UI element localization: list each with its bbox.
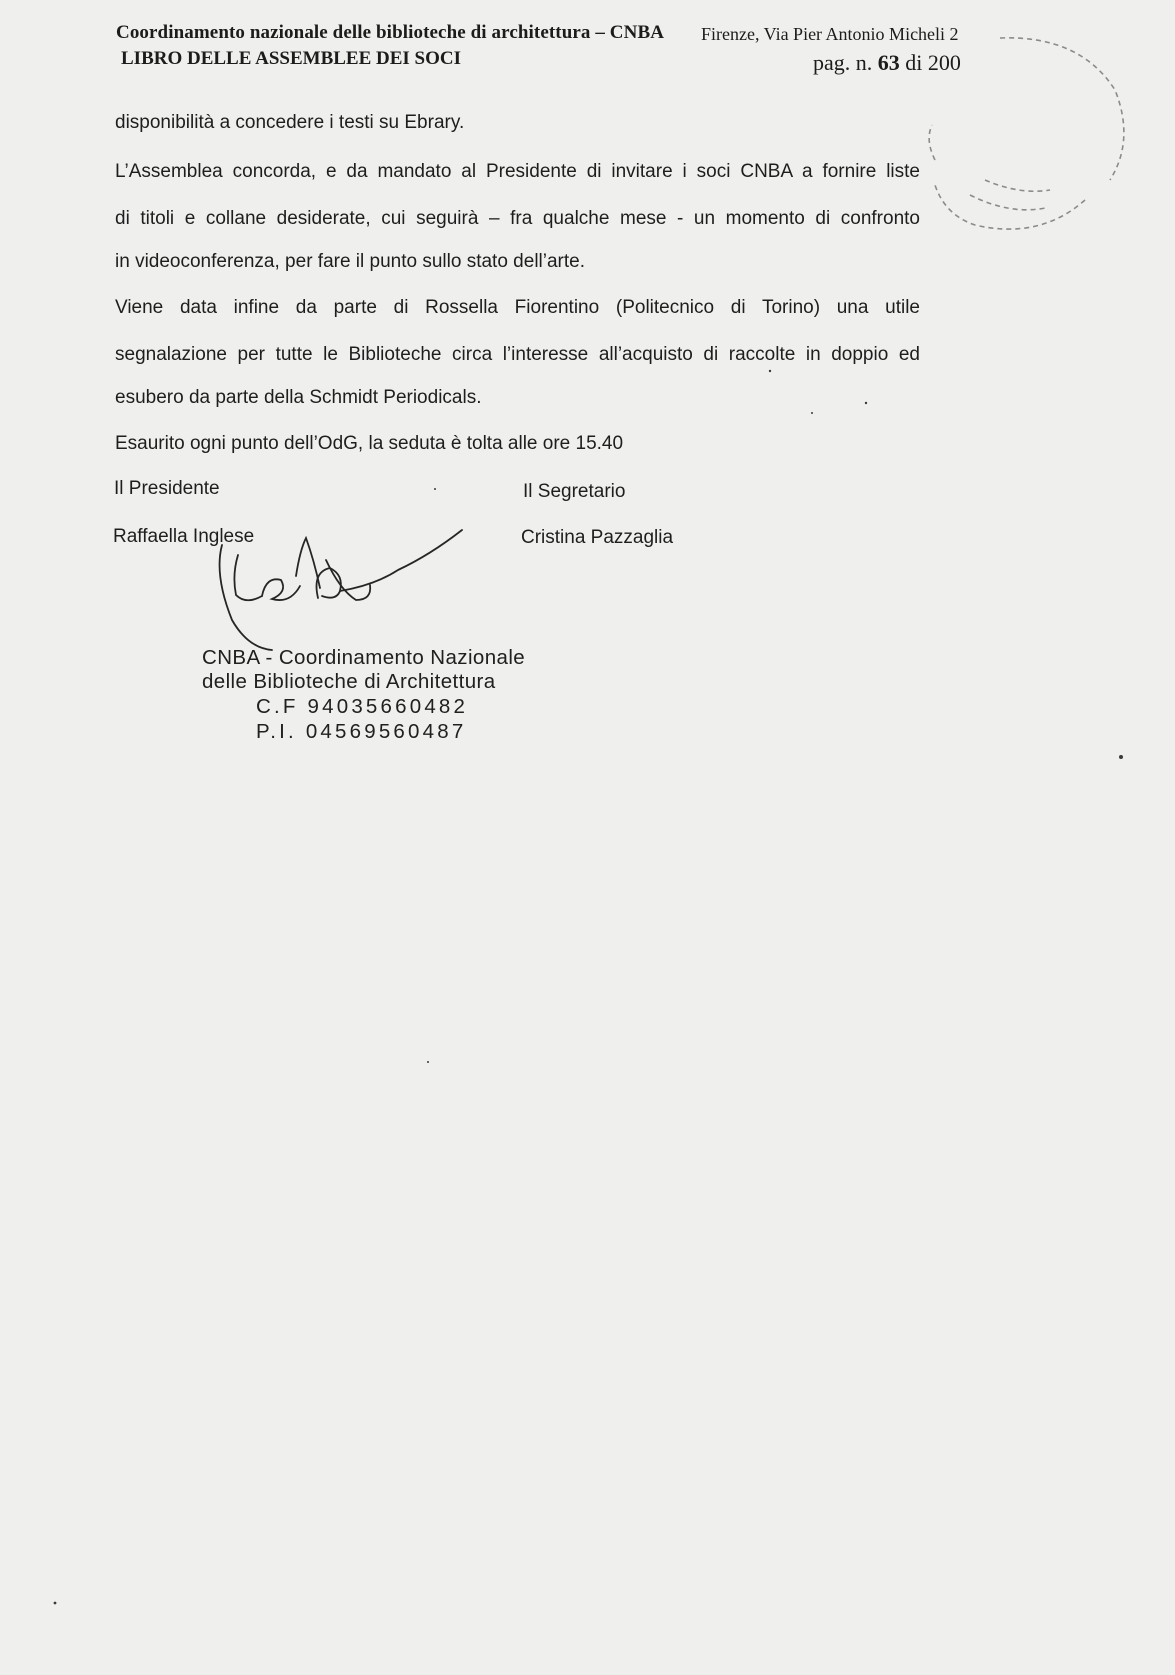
paper-specks: [54, 370, 1123, 1605]
secretary-role: Il Segretario: [523, 481, 626, 502]
body-line-8: Esaurito ogni punto dell’OdG, la seduta è tolta alle ore 15.40: [115, 433, 624, 454]
page-separator: di: [905, 50, 923, 75]
org-stamp-line-2: delle Biblioteche di Architettura: [202, 670, 496, 693]
page-prefix: pag. n.: [813, 50, 873, 75]
org-stamp-line-4: P.I. 04569560487: [256, 720, 467, 743]
body-line-6: segnalazione per tutte le Biblioteche circa l’interesse all’acquisto di raccolte in doppio ed: [115, 344, 920, 365]
secretary-name: Cristina Pazzaglia: [521, 527, 674, 548]
body-line-7: esubero da parte della Schmidt Periodicals.: [115, 387, 482, 408]
page-number: 63: [877, 50, 900, 75]
header-address: Firenze, Via Pier Antonio Micheli 2: [701, 24, 959, 44]
body-line-2: L’Assemblea concorda, e da mandato al Presidente di invitare i soci CNBA a fornire liste: [115, 161, 920, 182]
org-stamp-line-3: C.F 94035660482: [256, 695, 469, 718]
handwritten-signature: [220, 530, 462, 650]
header-organization: Coordinamento nazionale delle biblioteche di architettura – CNBA: [116, 22, 665, 43]
body-line-3: di titoli e collane desiderate, cui seguirà – fra qualche mese - un momento di confronto: [115, 208, 920, 229]
circular-seal-stamp: [929, 38, 1124, 229]
body-line-4: in videoconferenza, per fare il punto sullo stato dell’arte.: [115, 251, 585, 272]
page-total: 200: [927, 50, 961, 75]
org-stamp-line-1: CNBA - Coordinamento Nazionale: [202, 646, 526, 669]
president-name: Raffaella Inglese: [113, 526, 255, 547]
body-line-1: disponibilità a concedere i testi su Ebrary.: [115, 112, 465, 133]
president-role: Il Presidente: [114, 478, 220, 499]
header-book-title: LIBRO DELLE ASSEMBLEE DEI SOCI: [121, 48, 462, 69]
body-line-5: Viene data infine da parte di Rossella Fiorentino (Politecnico di Torino) una utile: [115, 297, 920, 318]
